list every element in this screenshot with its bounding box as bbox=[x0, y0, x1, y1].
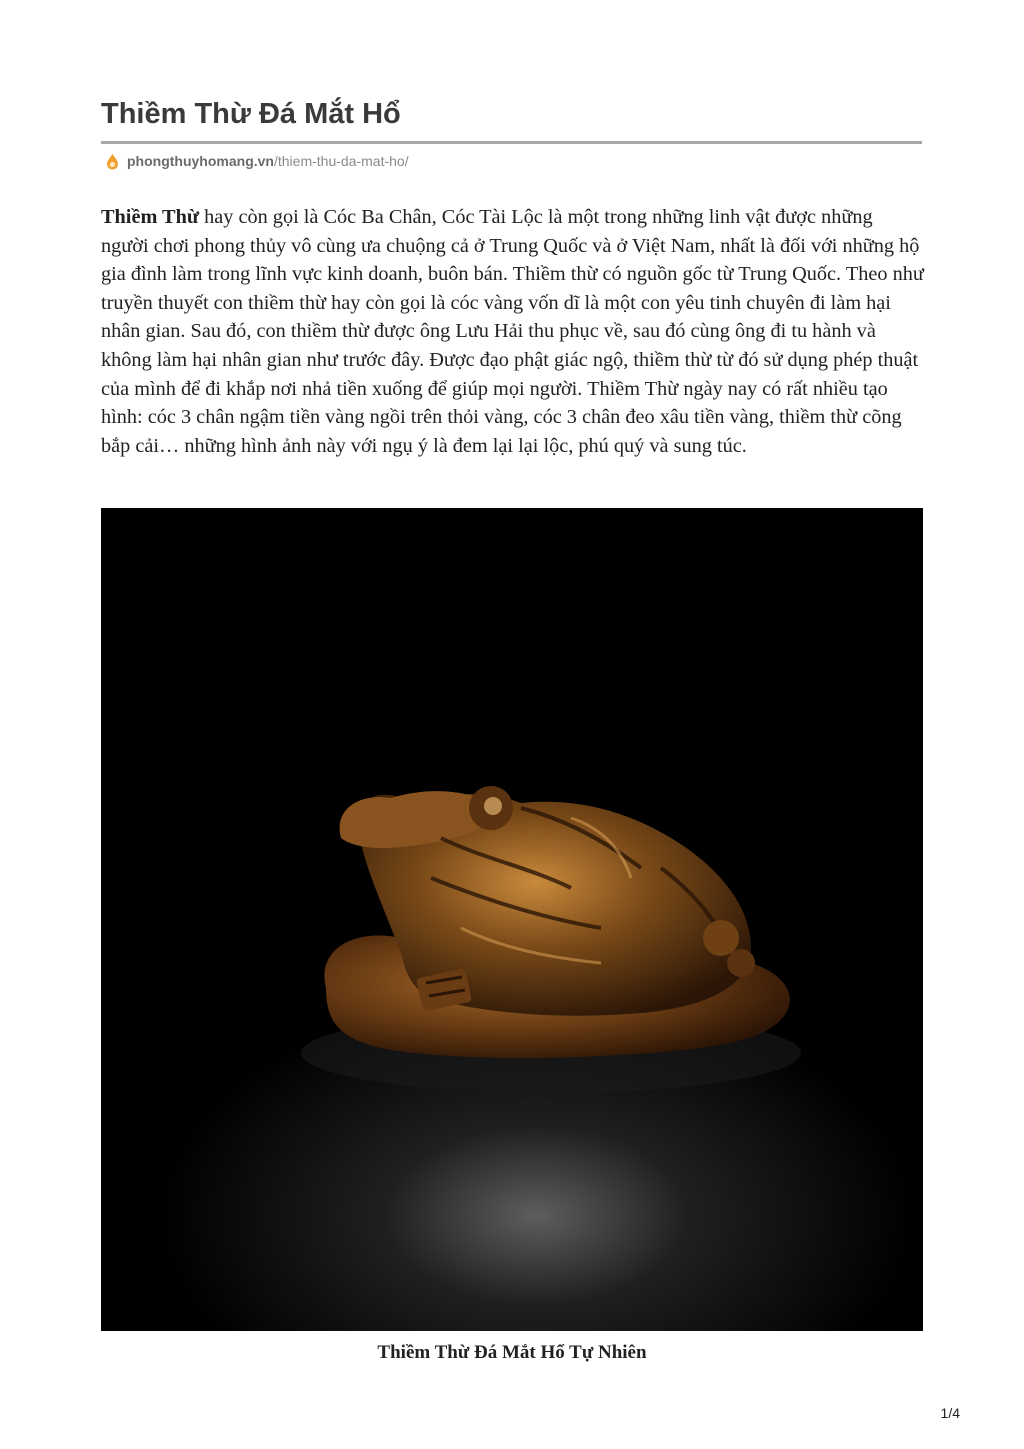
source-link[interactable] bbox=[105, 151, 409, 171]
page-title: Thiềm Thừ Đá Mắt Hổ bbox=[101, 98, 401, 130]
source-domain[interactable]: phongthuyhomang.vn bbox=[127, 153, 274, 169]
paragraph-text: hay còn gọi là Cóc Ba Chân, Cóc Tài Lộc là một trong những linh vật được những người chơi phong thủy vô cùng ưa chuộng cả ở Trung Quốc và ở Việt Nam, nhất là đối với những hộ gia đình làm trong lĩnh vực kinh doanh, buôn bán. Thiềm thừ có nguồn gốc từ Trung Quốc. Theo như truyền thuyết con thiềm thừ hay còn gọi là cóc vàng vốn dĩ là một con yêu tinh chuyên đi làm hại nhân gian. Sau đó, con thiềm thừ được ông Lưu Hải thu phục về, sau đó cùng ông đi tu hành và không làm hại nhân gian như trước đây. Được đạo phật giác ngộ, thiềm thừ từ đó sử dụng phép thuật của mình để đi khắp nơi nhả tiền xuống để giúp mọi người. Thiềm Thừ ngày nay có rất nhiều tạo hình: cóc 3 chân ngậm tiền vàng ngồi trên thỏi vàng, cóc 3 chân đeo xâu tiền vàng, thiềm thừ cõng bắp cải… những hình ảnh này với ngụ ý là đem lại lại lộc, phú quý và sung túc. bbox=[101, 206, 924, 457]
toad-photo bbox=[101, 508, 923, 1331]
tiger-eye-toad-figure bbox=[101, 508, 923, 1331]
page-number: 1/4 bbox=[940, 1405, 960, 1421]
figure-caption: Thiềm Thừ Đá Mắt Hổ Tự Nhiên bbox=[377, 1342, 647, 1363]
lead-term: Thiềm Thừ bbox=[101, 206, 200, 228]
title-divider bbox=[101, 141, 922, 144]
source-path[interactable]: /thiem-thu-da-mat-ho/ bbox=[273, 153, 409, 169]
website-icon bbox=[105, 153, 120, 170]
article-paragraph bbox=[101, 203, 924, 460]
